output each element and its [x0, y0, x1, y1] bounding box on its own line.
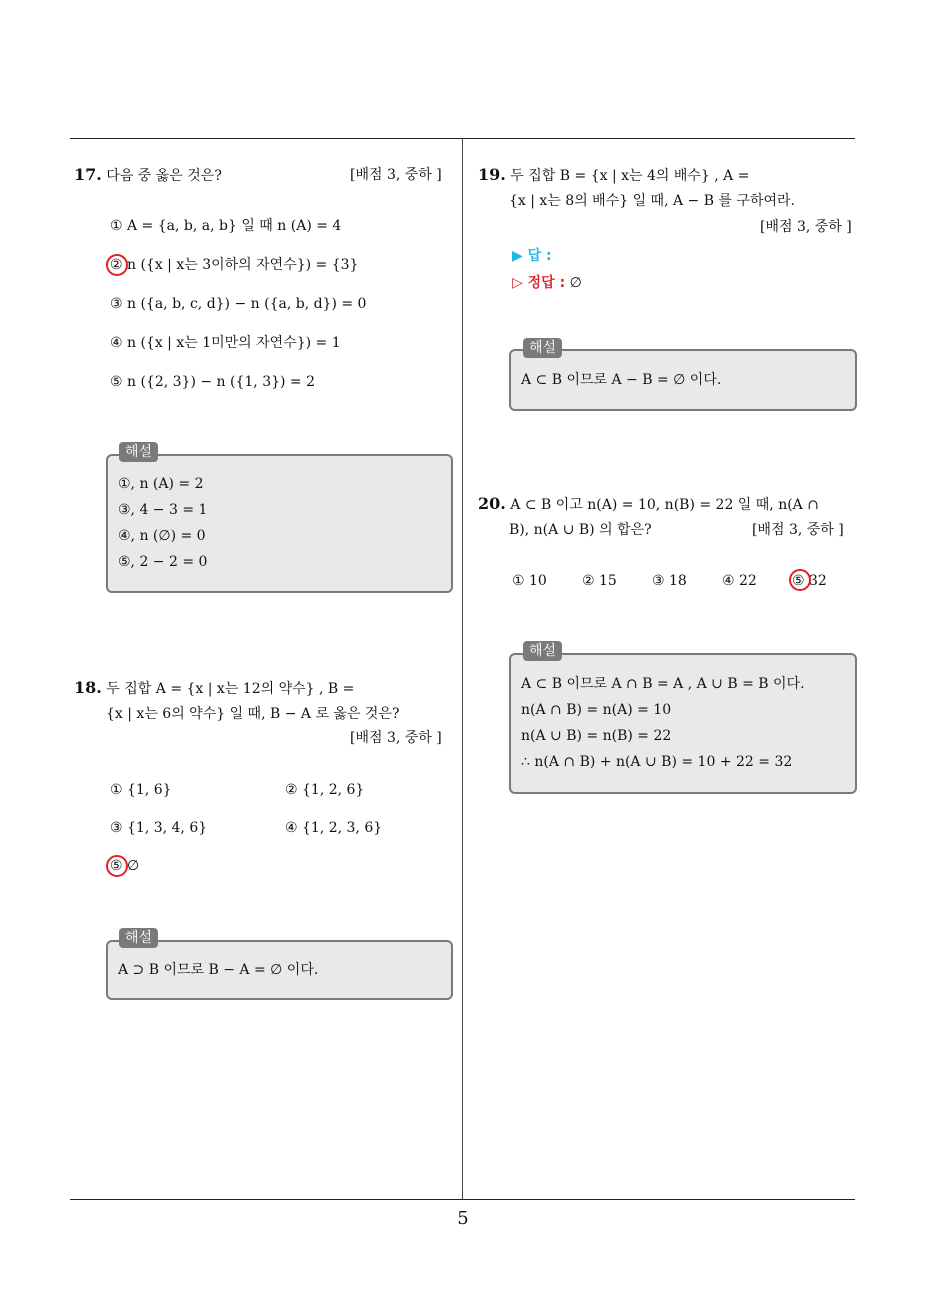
option-1[interactable]: ① {1, 6}: [110, 782, 172, 798]
solution-line: ∴ n(A ∩ B) + n(A ∪ B) = 10 + 22 = 32: [521, 754, 793, 770]
option-5[interactable]: ⑤ 32: [792, 573, 827, 589]
option-1[interactable]: ① 10: [512, 573, 547, 589]
solution-line: n(A ∩ B) = n(A) = 10: [521, 702, 672, 718]
option-4[interactable]: ④ {1, 2, 3, 6}: [285, 820, 383, 836]
solution-tag: 해설: [119, 442, 158, 462]
question-text-line1: 두 집합 B = {x | x는 4의 배수} , A =: [510, 168, 750, 184]
solution-tag: 해설: [523, 338, 562, 358]
solution-line: ⑤, 2 − 2 = 0: [118, 554, 208, 570]
selected-answer-circle: [789, 569, 811, 591]
question-number: 19.: [478, 165, 506, 184]
question-number: 20.: [478, 494, 506, 513]
question-text-line2: B), n(A ∪ B) 의 합은?: [509, 522, 652, 538]
page-number: 5: [457, 1208, 469, 1229]
option-1[interactable]: ① A = {a, b, a, b} 일 때 n (A) = 4: [110, 218, 342, 234]
score-label: [배점 3, 중하 ]: [752, 522, 844, 538]
question-text-line2: {x | x는 6의 약수} 일 때, B − A 로 옳은 것은?: [106, 706, 400, 722]
solution-line: A ⊂ B 이므로 A ∩ B = A , A ∪ B = B 이다.: [521, 676, 805, 692]
question-18-header: [74, 678, 354, 699]
question-text-line1: 두 집합 A = {x | x는 12의 약수} , B =: [106, 681, 355, 697]
solution-line: A ⊂ B 이므로 A − B = ∅ 이다.: [521, 372, 722, 388]
correct-answer-value: ∅: [569, 275, 582, 291]
score-label: [배점 3, 중하 ]: [350, 730, 442, 746]
option-3[interactable]: ③ 18: [652, 573, 687, 589]
column-divider: [462, 138, 463, 1200]
option-3[interactable]: ③ n ({a, b, c, d}) − n ({a, b, d}) = 0: [110, 296, 367, 312]
bottom-rule: [70, 1199, 855, 1200]
selected-answer-circle: [106, 855, 128, 877]
solution-tag: 해설: [119, 928, 158, 948]
option-2[interactable]: ② n ({x | x는 3이하의 자연수}) = {3}: [110, 257, 359, 273]
question-text-line1: A ⊂ B 이고 n(A) = 10, n(B) = 22 일 때, n(A ∩: [510, 497, 819, 513]
question-number: 17.: [74, 165, 102, 184]
solution-line: ①, n (A) = 2: [118, 476, 204, 492]
score-label: [배점 3, 중하 ]: [350, 167, 442, 183]
option-2[interactable]: ② 15: [582, 573, 617, 589]
correct-answer-row: [512, 273, 582, 293]
option-5[interactable]: ⑤ n ({2, 3}) − n ({1, 3}) = 2: [110, 374, 316, 390]
correct-answer-label: ▷ 정답 :: [512, 275, 566, 291]
question-20-header: [478, 494, 819, 515]
solution-line: ③, 4 − 3 = 1: [118, 502, 208, 518]
selected-answer-circle: [106, 254, 128, 276]
question-text-line2: {x | x는 8의 배수} 일 때, A − B 를 구하여라.: [509, 193, 795, 209]
answer-input-label[interactable]: ▶ 답 :: [512, 248, 552, 264]
question-text: 다음 중 옳은 것은?: [106, 168, 222, 184]
score-label: [배점 3, 중하 ]: [760, 219, 852, 235]
solution-line: ④, n (∅) = 0: [118, 528, 206, 544]
option-5[interactable]: ⑤ ∅: [110, 858, 140, 874]
solution-line: A ⊃ B 이므로 B − A = ∅ 이다.: [118, 962, 319, 978]
option-2[interactable]: ② {1, 2, 6}: [285, 782, 365, 798]
question-17-header: [74, 165, 222, 186]
option-4[interactable]: ④ n ({x | x는 1미만의 자연수}) = 1: [110, 335, 341, 351]
solution-tag: 해설: [523, 641, 562, 661]
option-3[interactable]: ③ {1, 3, 4, 6}: [110, 820, 208, 836]
solution-line: n(A ∪ B) = n(B) = 22: [521, 728, 672, 744]
question-19-header: [478, 165, 749, 186]
option-4[interactable]: ④ 22: [722, 573, 757, 589]
question-number: 18.: [74, 678, 102, 697]
